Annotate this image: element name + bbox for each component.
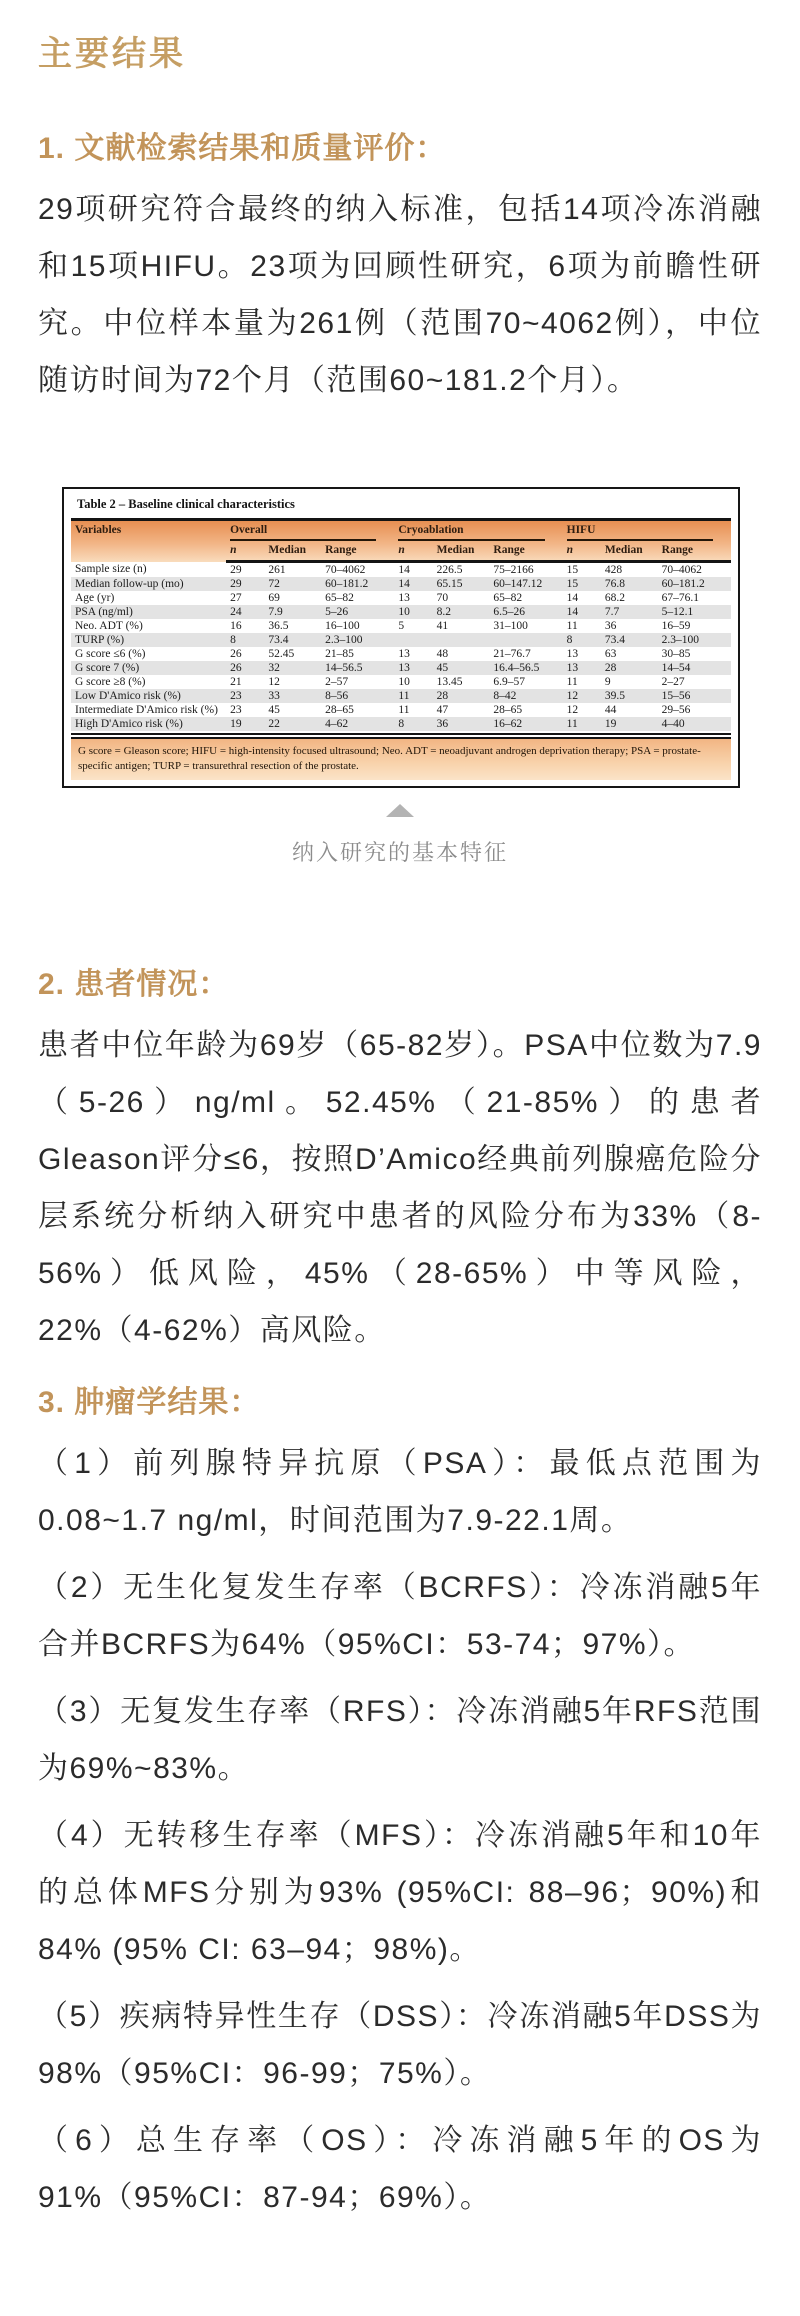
table-cell: 26 bbox=[230, 648, 242, 660]
table-cell: 7.7 bbox=[604, 606, 620, 618]
table-cell: 47 bbox=[436, 704, 449, 716]
baseline-characteristics-figure bbox=[38, 487, 762, 867]
table-cell: 65–82 bbox=[493, 592, 523, 604]
table-row bbox=[71, 577, 731, 591]
table-cell: 36 bbox=[436, 718, 449, 730]
table-cell: 11 bbox=[398, 704, 410, 716]
table-cell: 76.8 bbox=[604, 578, 626, 590]
table-cell: 15 bbox=[566, 564, 579, 576]
table-row bbox=[71, 562, 731, 578]
col-header-median: Median bbox=[433, 543, 490, 562]
table-variable-label: Age (yr) bbox=[75, 592, 115, 604]
table-variable-label: G score ≥8 (%) bbox=[75, 676, 146, 688]
table-cell: 73.4 bbox=[268, 634, 289, 646]
section2-heading: 2. 患者情况： bbox=[38, 968, 230, 1001]
table-row bbox=[71, 591, 731, 605]
table-row bbox=[71, 619, 731, 633]
table-cell: 24 bbox=[230, 606, 242, 618]
table-cell: 2–27 bbox=[661, 676, 685, 688]
table-cell: 63 bbox=[604, 648, 617, 660]
col-group-overall bbox=[226, 521, 394, 543]
table-cell: 30–85 bbox=[661, 648, 691, 660]
col-group-overall-label: Overall bbox=[230, 524, 268, 536]
table-cell: 10 bbox=[398, 676, 410, 688]
journal-table bbox=[62, 487, 740, 788]
table-cell: 11 bbox=[398, 690, 410, 702]
table-cell: 11 bbox=[566, 620, 578, 632]
table-cell: 22 bbox=[268, 718, 280, 730]
table-cell: 60–181.2 bbox=[325, 578, 369, 590]
section3-heading: 3. 肿瘤学结果： bbox=[38, 1386, 261, 1419]
figure-collapse-control[interactable] bbox=[38, 804, 762, 822]
table-cell: 261 bbox=[268, 564, 286, 576]
col-group-hifu bbox=[563, 521, 731, 543]
section1-heading: 1. 文献检索结果和质量评价： bbox=[38, 132, 447, 165]
oncology-item-os: （6）总生存率（OS）：冷冻消融5年的OS为91%（95%CI：87-94；69%）。 bbox=[38, 2124, 762, 2214]
table-cell: 5–26 bbox=[325, 606, 349, 618]
table-cell: 7.9 bbox=[268, 606, 283, 618]
collapse-triangle-icon[interactable] bbox=[386, 804, 414, 817]
oncology-item-rfs: （3）无复发生存率（RFS）：冷冻消融5年RFS范围为69%~83%。 bbox=[38, 1695, 762, 1785]
table-cell: 72 bbox=[268, 578, 280, 590]
table-cell: 70–4062 bbox=[661, 564, 702, 576]
table-cell: 13 bbox=[566, 648, 579, 660]
table-cell: 31–100 bbox=[493, 620, 528, 632]
table-row bbox=[71, 647, 731, 661]
table-variable-label: Median follow-up (mo) bbox=[75, 578, 184, 590]
table-title: Table 2 – Baseline clinical characteristics bbox=[77, 497, 295, 511]
col-header-n: n bbox=[226, 543, 264, 562]
col-header-median: Median bbox=[601, 543, 658, 562]
table-cell: 15 bbox=[566, 578, 579, 590]
table-cell: 13 bbox=[398, 648, 410, 660]
table-variable-label: TURP (%) bbox=[75, 634, 125, 646]
table-variable-label: Neo. ADT (%) bbox=[75, 620, 143, 632]
table-cell: 11 bbox=[566, 718, 578, 730]
table-cell: 67–76.1 bbox=[661, 592, 700, 604]
table-cell: 27 bbox=[230, 592, 242, 604]
table-cell: 70 bbox=[436, 592, 449, 604]
table-cell: 14 bbox=[398, 564, 410, 576]
table-cell: 16 bbox=[230, 620, 242, 632]
section1-paragraph: 29项研究符合最终的纳入标准，包括14项冷冻消融和15项HIFU。23项为回顾性研究，6项为前瞻性研究。中位样本量为261例（范围70~4062例），中位随访时间为72个月（范围60~181.2个月）。 bbox=[38, 193, 762, 397]
table-cell: 70–4062 bbox=[325, 564, 366, 576]
table-cell: 69 bbox=[268, 592, 280, 604]
col-header-n: n bbox=[394, 543, 432, 562]
table-cell: 68.2 bbox=[604, 592, 626, 604]
col-header-range: Range bbox=[489, 543, 562, 562]
table-cell: 75–2166 bbox=[493, 564, 534, 576]
table-cell: 16–62 bbox=[493, 718, 523, 730]
table-cell: 23 bbox=[230, 690, 242, 702]
table-cell: 4–62 bbox=[325, 718, 349, 730]
table-cell: 16–100 bbox=[325, 620, 360, 632]
table-variable-label: G score 7 (%) bbox=[75, 662, 140, 674]
col-header-median: Median bbox=[264, 543, 321, 562]
table-cell: 29–56 bbox=[661, 704, 691, 716]
oncology-item-bcrfs: （2）无生化复发生存率（BCRFS）：冷冻消融5年合并BCRFS为64%（95%CI：53-74；97%）。 bbox=[38, 1571, 762, 1661]
table-cell: 45 bbox=[268, 704, 280, 716]
col-header-range: Range bbox=[321, 543, 394, 562]
table-cell: 15–56 bbox=[661, 690, 691, 702]
table-row bbox=[71, 605, 731, 619]
col-header-range: Range bbox=[658, 543, 731, 562]
table-cell: 8 bbox=[566, 634, 573, 646]
table-row bbox=[71, 661, 731, 675]
table-cell: 13 bbox=[566, 662, 579, 674]
table-cell: 28–65 bbox=[325, 704, 354, 716]
table-cell: 14 bbox=[398, 578, 410, 590]
footnote-rule bbox=[71, 733, 731, 735]
table-cell: 14 bbox=[566, 606, 579, 618]
table-cell: 48 bbox=[436, 648, 449, 660]
page-title: 主要结果 bbox=[38, 36, 186, 73]
table-cell: 36 bbox=[604, 620, 617, 632]
table-cell: 2.3–100 bbox=[325, 634, 363, 646]
table-cell: 32 bbox=[268, 662, 280, 674]
table-row bbox=[71, 633, 731, 647]
table-variable-label: Low D'Amico risk (%) bbox=[75, 690, 181, 702]
table-cell: 12 bbox=[566, 690, 579, 702]
table-cell: 28–65 bbox=[493, 704, 523, 716]
table-cell: 28 bbox=[436, 690, 449, 702]
table-cell: 12 bbox=[268, 676, 280, 688]
table-cell: 36.5 bbox=[268, 620, 289, 632]
table-cell: 14 bbox=[566, 592, 579, 604]
table-cell: 4–40 bbox=[661, 718, 685, 730]
table-cell: 39.5 bbox=[604, 690, 626, 702]
table-cell: 19 bbox=[604, 718, 617, 730]
table-cell: 6.5–26 bbox=[493, 606, 526, 618]
table-cell: 29 bbox=[230, 564, 242, 576]
table-cell: 8 bbox=[398, 718, 405, 730]
table-cell: 52.45 bbox=[268, 648, 295, 660]
table-cell: 41 bbox=[436, 620, 449, 632]
group-underline bbox=[230, 538, 376, 541]
table-variable-label: Intermediate D'Amico risk (%) bbox=[75, 704, 218, 716]
baseline-clinical-table bbox=[71, 521, 731, 731]
table-cell: 29 bbox=[230, 578, 242, 590]
table-cell bbox=[489, 633, 562, 647]
table-cell: 44 bbox=[604, 704, 617, 716]
group-underline bbox=[567, 538, 713, 541]
table-cell: 14–56.5 bbox=[325, 662, 363, 674]
table-cell: 60–147.12 bbox=[493, 578, 543, 590]
table-row bbox=[71, 703, 731, 717]
table-cell: 13.45 bbox=[436, 676, 463, 688]
table-row bbox=[71, 717, 731, 731]
table-body bbox=[71, 562, 731, 732]
section2-paragraph: 患者中位年龄为69岁（65-82岁）。PSA中位数为7.9（5-26）ng/ml。52.45%（21-85%）的患者Gleason评分≤6，按照D’Amico经典前列腺癌危险分层系统分析纳入研究中患者的风险分布为33%（8-56%）低风险，45%（28-65%）中等风险，22%（4-62%）高风险。 bbox=[38, 1029, 762, 1347]
table-cell: 6.9–57 bbox=[493, 676, 526, 688]
table-head bbox=[71, 521, 731, 562]
table-cell: 5–12.1 bbox=[661, 606, 694, 618]
table-cell: 9 bbox=[604, 676, 611, 688]
table-cell: 21 bbox=[230, 676, 242, 688]
table-cell: 23 bbox=[230, 704, 242, 716]
table-cell: 16–59 bbox=[661, 620, 691, 632]
figure-caption: 纳入研究的基本特征 bbox=[291, 840, 508, 865]
table-cell: 16.4–56.5 bbox=[493, 662, 540, 674]
table-cell: 2–57 bbox=[325, 676, 349, 688]
table-variable-label: G score ≤6 (%) bbox=[75, 648, 146, 660]
table-cell: 45 bbox=[436, 662, 449, 674]
table-variable-label: PSA (ng/ml) bbox=[75, 606, 133, 618]
table-cell: 26 bbox=[230, 662, 242, 674]
table-cell: 21–76.7 bbox=[493, 648, 531, 660]
col-group-cryoablation bbox=[394, 521, 562, 543]
table-cell: 19 bbox=[230, 718, 242, 730]
table-cell: 14–54 bbox=[661, 662, 691, 674]
table-cell: 8 bbox=[230, 634, 236, 646]
table-cell: 65.15 bbox=[436, 578, 463, 590]
table-variable-label: High D'Amico risk (%) bbox=[75, 718, 183, 730]
oncology-item-dss: （5）疾病特异性生存（DSS）：冷冻消融5年DSS为98%（95%CI：96-99；75%）。 bbox=[38, 2000, 762, 2090]
table-cell: 226.5 bbox=[436, 564, 463, 576]
table-cell: 11 bbox=[566, 676, 578, 688]
col-header-variables: Variables bbox=[75, 524, 122, 536]
table-row bbox=[71, 675, 731, 689]
oncology-item-psa: （1）前列腺特异抗原（PSA）：最低点范围为0.08~1.7 ng/ml，时间范围为7.9-22.1周。 bbox=[38, 1447, 762, 1537]
table-cell: 8–42 bbox=[493, 690, 517, 702]
table-cell: 2.3–100 bbox=[661, 634, 700, 646]
table-cell bbox=[394, 633, 432, 647]
table-cell: 65–82 bbox=[325, 592, 354, 604]
group-underline bbox=[398, 538, 544, 541]
table-cell: 428 bbox=[604, 564, 623, 576]
col-header-n: n bbox=[563, 543, 601, 562]
table-cell: 13 bbox=[398, 662, 410, 674]
oncology-item-mfs: （4）无转移生存率（MFS）：冷冻消融5年和10年的总体MFS分别为93% (95%CI: 88–96；90%)和84% (95% CI: 63–94；98%)。 bbox=[38, 1819, 762, 1966]
table-cell: 8–56 bbox=[325, 690, 349, 702]
table-cell: 73.4 bbox=[604, 634, 626, 646]
table-variable-label: Sample size (n) bbox=[75, 563, 147, 576]
table-cell: 28 bbox=[604, 662, 617, 674]
table-cell: 60–181.2 bbox=[661, 578, 705, 590]
table-cell: 12 bbox=[566, 704, 579, 716]
table-row bbox=[71, 689, 731, 703]
table-cell bbox=[433, 633, 490, 647]
table-group-header-row bbox=[71, 521, 731, 543]
col-group-cryoablation-label: Cryoablation bbox=[398, 524, 464, 536]
table-cell: 33 bbox=[268, 690, 280, 702]
table-cell: 21–85 bbox=[325, 648, 354, 660]
table-cell: 8.2 bbox=[436, 606, 452, 618]
table-cell: 13 bbox=[398, 592, 410, 604]
table-cell: 10 bbox=[398, 606, 410, 618]
col-group-hifu-label: HIFU bbox=[566, 524, 596, 536]
table-footnote: G score = Gleason score; HIFU = high-intensity focused ultrasound; Neo. ADT = neoadjuvant androgen deprivation therapy; PSA = prostate-specific antigen; TURP = transurethral resection of the prostate. bbox=[71, 737, 731, 780]
table-cell: 5 bbox=[398, 620, 405, 632]
